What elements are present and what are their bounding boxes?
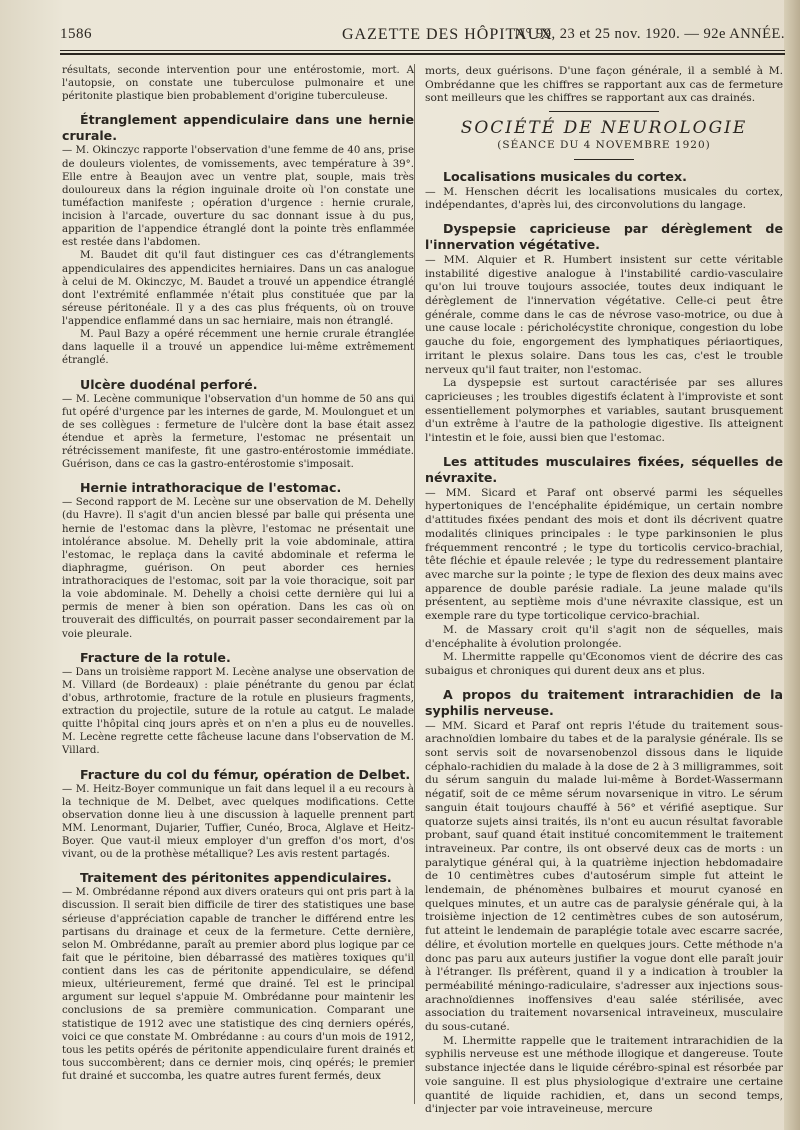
section-rule: [549, 111, 659, 112]
paragraph: M. Paul Bazy a opéré récemment une hernie crurale étranglée dans laquelle il a trouvé un appendice lui-même extrêmement étranglé.: [62, 329, 414, 367]
header-rule-thin: [60, 50, 785, 51]
paragraph: résultats, seconde intervention pour une entérostomie, mort. A l'autopsie, on constate une tuberculose pulmonaire et une péritonite plastique bien probablement d'origine tuberculeuse.: [62, 65, 414, 103]
paragraph: — M. Okinczyc rapporte l'observation d'une femme de 40 ans, prise de douleurs violentes, de vomissements, avec température à 39°. Elle entre à Beaujon avec un ventre plat, souple, mais très douloureux dans la région inguinale droite où l'on constate une tuméfaction manifeste ; opération d'urgence : hernie crurale, incision à l'arcade, ouverture du sac donnant issue à du pus, apparition de l'appendice étranglé dont la pointe très enflammée est restée dans l'abdomen.: [62, 145, 414, 249]
paragraph: M. de Massary croit qu'il s'agit non de séquelles, mais d'encéphalite à évolution prolongée.: [425, 622, 783, 650]
session-date: (SÉANCE DU 4 NOVEMBRE 1920): [497, 138, 711, 151]
paragraph: — MM. Sicard et Paraf ont repris l'étude du traitement sous-arachnoïdien lombaire du tabes et de la paralysie générale. Ils se sont servis soit de novarsenobenzol dissous dans le liquide céphalo-rachidien du malade à la dose de 2 à 3 milligrammes, soit du sérum sanguin du malade lui-même à Bordet-Wassermann négatif, soit de ce même sérum novarsenique in vitro. Le sérum sanguin était toujours chauffé à 56° et vérifié aseptique. Sur quatorze sujets ainsi traités, ils n'ont eu aucun résultat favorable probant, sauf quand était institué concomitemment le traitement intraveineux. Par contre, ils ont observé deux cas de morts : un paralytique général qui, à la quatrième injection hebdomadaire de 10 centimètres cubes d'autosérum simple fut atteint le lendemain, de phénomènes bulbaires et mourut cyanosé en quelques minutes, et un autre cas de paralysie générale qui, à la troisième injection de 12 centimètres cubes de son autosérum, fut atteint le lendemain de paraplégie totale avec escarre sacrée, délire, et évolution mortelle en quelques jours. Cette méthode n'a donc pas paru aux auteurs justifier la vogue dont elle paraît jouir à l'étranger. Ils préfèrent, quand il y a indication à troubler la perméabilité méningo-radiculaire, s'adresser aux injections sous-arachnoïdiennes inoffensives d'eau salée stérilisée, avec association du traitement novarsenical intraveineux, musculaire du sous-cutané.: [425, 718, 783, 1034]
section-heading: Localisations musicales du cortex.: [443, 168, 687, 184]
section-rule: [574, 159, 634, 160]
paragraph: — MM. Sicard et Paraf ont observé parmi les séquelles hypertoniques de l'encéphalite épidémique, un certain nombre d'attitudes fixées pendant des mois et dont ils décrivent quatre modalités cliniques principales : le type parkinsonien le plus fréquemment rencontré ; le type du torticolis cervico-brachial, tête fléchie et épaule relevée ; le type du redressement plantaire avec marche sur la pointe ; le type de flexion des deux mains avec apparence de double parésie radiale. La jeune malade qu'ils présentent, au septième mois d'une névraxite classique, est un exemple rare du type torticolique cervico-brachial.: [425, 485, 783, 623]
paragraph: — M. Heitz-Boyer communique un fait dans lequel il a eu recours à la technique de M. Delbet, avec quelques modifications. Cette observation donne lieu à une discussion à laquelle prennent part MM. Lenormant, Dujarier, Tuffier, Cunéo, Broca, Alglave et Heitz-Boyer. Que vaut-il mieux employer d'un greffon d'os mort, d'os vivant, ou de la prothèse métallique? Les avis restent partagés.: [62, 783, 414, 861]
column-divider: [414, 64, 415, 1104]
section-heading: Étranglement appendiculaire dans une hernie crurale.: [62, 112, 414, 144]
section-heading: Fracture de la rotule.: [80, 649, 231, 665]
right-column: [425, 64, 783, 1116]
paragraph: M. Lhermitte rappelle que le traitement intrarachidien de la syphilis nerveuse est une méthode illogique et dangereuse. Toute substance injectée dans le liquide cérébro-spinal est résorbée par voie sanguine. Il est plus physiologique d'extraire une certaine quantité de liquide rachidien, et, dans un second temps, d'injecter par voie intraveineuse, mercure: [425, 1033, 783, 1116]
section-heading: Ulcère duodénal perforé.: [80, 376, 258, 392]
journal-title: GAZETTE DES HÔPITAUX: [342, 26, 553, 43]
paragraph: M. Lhermitte rappelle qu'Œconomos vient de décrire des cas subaigus et chroniques qui durent deux ans et plus.: [425, 650, 783, 677]
page-number: 1586: [60, 26, 92, 42]
paragraph: La dyspepsie est surtout caractérisée par ses allures capricieuses ; les troubles digestifs éclatent à l'improviste et sont essentiellement polymorphes et variables, sautant brusquement d'un extrême à l'autre de la pathologie digestive. Ils atteignent l'intestin et le foie, aussi bien que l'estomac.: [425, 376, 783, 445]
left-column: [62, 64, 414, 1083]
society-title: SOCIÉTÉ DE NEUROLOGIE: [460, 118, 748, 139]
paragraph: — Dans un troisième rapport M. Lecène analyse une observation de M. Villard (de Bordeaux) : plaie pénétrante du genou par éclat d'obus, arthrotomie, fracture de la rotule en plusieurs fragments, extraction du projectile, suture de la rotule au catgut. Le malade quitte l'hôpital cinq jours après et on n'en a plus eu de nouvelles. M. Lecène regrette cette fâcheuse lacune dans l'observation de M. Villard.: [62, 666, 414, 757]
paragraph: M. Baudet dit qu'il faut distinguer ces cas d'étranglements appendiculaires des appendicites herniaires. Dans un cas analogue à celui de M. Okinczyc, M. Baudet a trouvé un appendice étranglé dont l'extrémité enflammée n'était plus constituée que par la séreuse péritonéale. Il y a des cas plus fréquents, où on trouve l'appendice enflammé dans un sac herniaire, mais non étranglé.: [62, 250, 414, 327]
paragraph: — MM. Alquier et R. Humbert insistent sur cette véritable instabilité digestive analogue à l'instabilité cardio-vasculaire qu'on lui trouve toujours associée, toutes deux indiquant le dérèglement de l'innervation végétative. Celle-ci peut être générale, comme dans le cas de névrose vaso-motrice, ou due à une cause locale : péricholécystite chronique, congestion du lobe gauche du foie, engorgement des lymphatiques périaortiques, irritant le plexus solaire. Dans tous les cas, c'est le trouble nerveux qu'il faut traiter, non l'estomac.: [425, 252, 783, 376]
running-header: [60, 26, 785, 48]
paragraph: — M. Ombrédanne répond aux divers orateurs qui ont pris part à la discussion. Il serait bien difficile de tirer des statistiques une base sérieuse d'appréciation capable de trancher le différend entre les partisans du drainage et ceux de la fermeture. Cette dernière, selon M. Ombrédanne, paraît au premier abord plus logique par ce fait que le péritoine, bien débarrassé des matières toxiques qu'il contient dans les cas de péritonite appendiculaire, se défend mieux, ultérieurement, fermé que drainé. Tel est le principal argument sur lequel s'appuie M. Ombrédanne pour maintenir les conclusions de sa première communication. Comparant une statistique de 1912 avec une statistique des cinq derniers opérés, voici ce que constate M. Ombrédanne : au cours d'un mois de 1912, tous les petits opérés de péritonite appendiculaire furent drainés et tous succombèrent; dans ce dernier mois, cinq opérés; le premier fut drainé et succomba, les quatre autres furent fermés, deux: [62, 887, 414, 1082]
page-spine-shadow: [784, 0, 800, 1130]
section-heading: Les attitudes musculaires fixées, séquelles de névraxite.: [425, 453, 783, 485]
section-heading: Hernie intrathoracique de l'estomac.: [80, 480, 342, 496]
paragraph: — Second rapport de M. Lecène sur une observation de M. Dehelly (du Havre). Il s'agit d'un ancien blessé par balle qui présenta une hernie de l'estomac dans la plèvre, l'estomac ne présentait une intolérance absolue. M. Dehelly prit la voie abdominale, attira l'estomac, le replaça dans la cavité abdominale et referma le diaphragme, guérison. On peut aborder ces hernies intrathoraciques de l'estomac, soit par la voie thoracique, soit par la voie abdominale. M. Dehelly a choisi cette dernière qui lui a permis de mener à bien son opération. Dans les cas où on trouverait des difficultés, on pourrait passer secondairement par la voie pleurale.: [62, 497, 414, 640]
section-heading: A propos du traitement intrarachidien de la syphilis nerveuse.: [425, 686, 783, 718]
paragraph: morts, deux guérisons. D'une façon générale, il a semblé à M. Ombrédanne que les chiffres se rapportant aux cas de fermeture sont meilleurs que les chiffres se rapportant aux cas drainés.: [425, 64, 783, 105]
section-heading: Traitement des péritonites appendiculaires.: [80, 870, 392, 886]
paragraph: — M. Lecène communique l'observation d'un homme de 50 ans qui fut opéré d'urgence par les internes de garde, M. Moulonguet et un de ses collègues : fermeture de l'ulcère dont la base était assez étendue et après la fermeture, l'estomac ne présentait un rétrécissement manifeste, fit une gastro-entérostomie immédiate. Guérison, dans ce cas la gastro-entérostomie s'imposait.: [62, 393, 414, 471]
header-rule-thick: [60, 53, 785, 55]
paragraph: — M. Henschen décrit les localisations musicales du cortex, indépendantes, d'après lui, des circonvolutions du langage.: [425, 184, 783, 212]
issue-info: N° 99, 23 et 25 nov. 1920. — 92e ANNÉE.: [514, 26, 785, 42]
section-heading: Fracture du col du fémur, opération de Delbet.: [80, 766, 411, 782]
section-heading: Dyspepsie capricieuse par dérèglement de l'innervation végétative.: [425, 220, 783, 252]
